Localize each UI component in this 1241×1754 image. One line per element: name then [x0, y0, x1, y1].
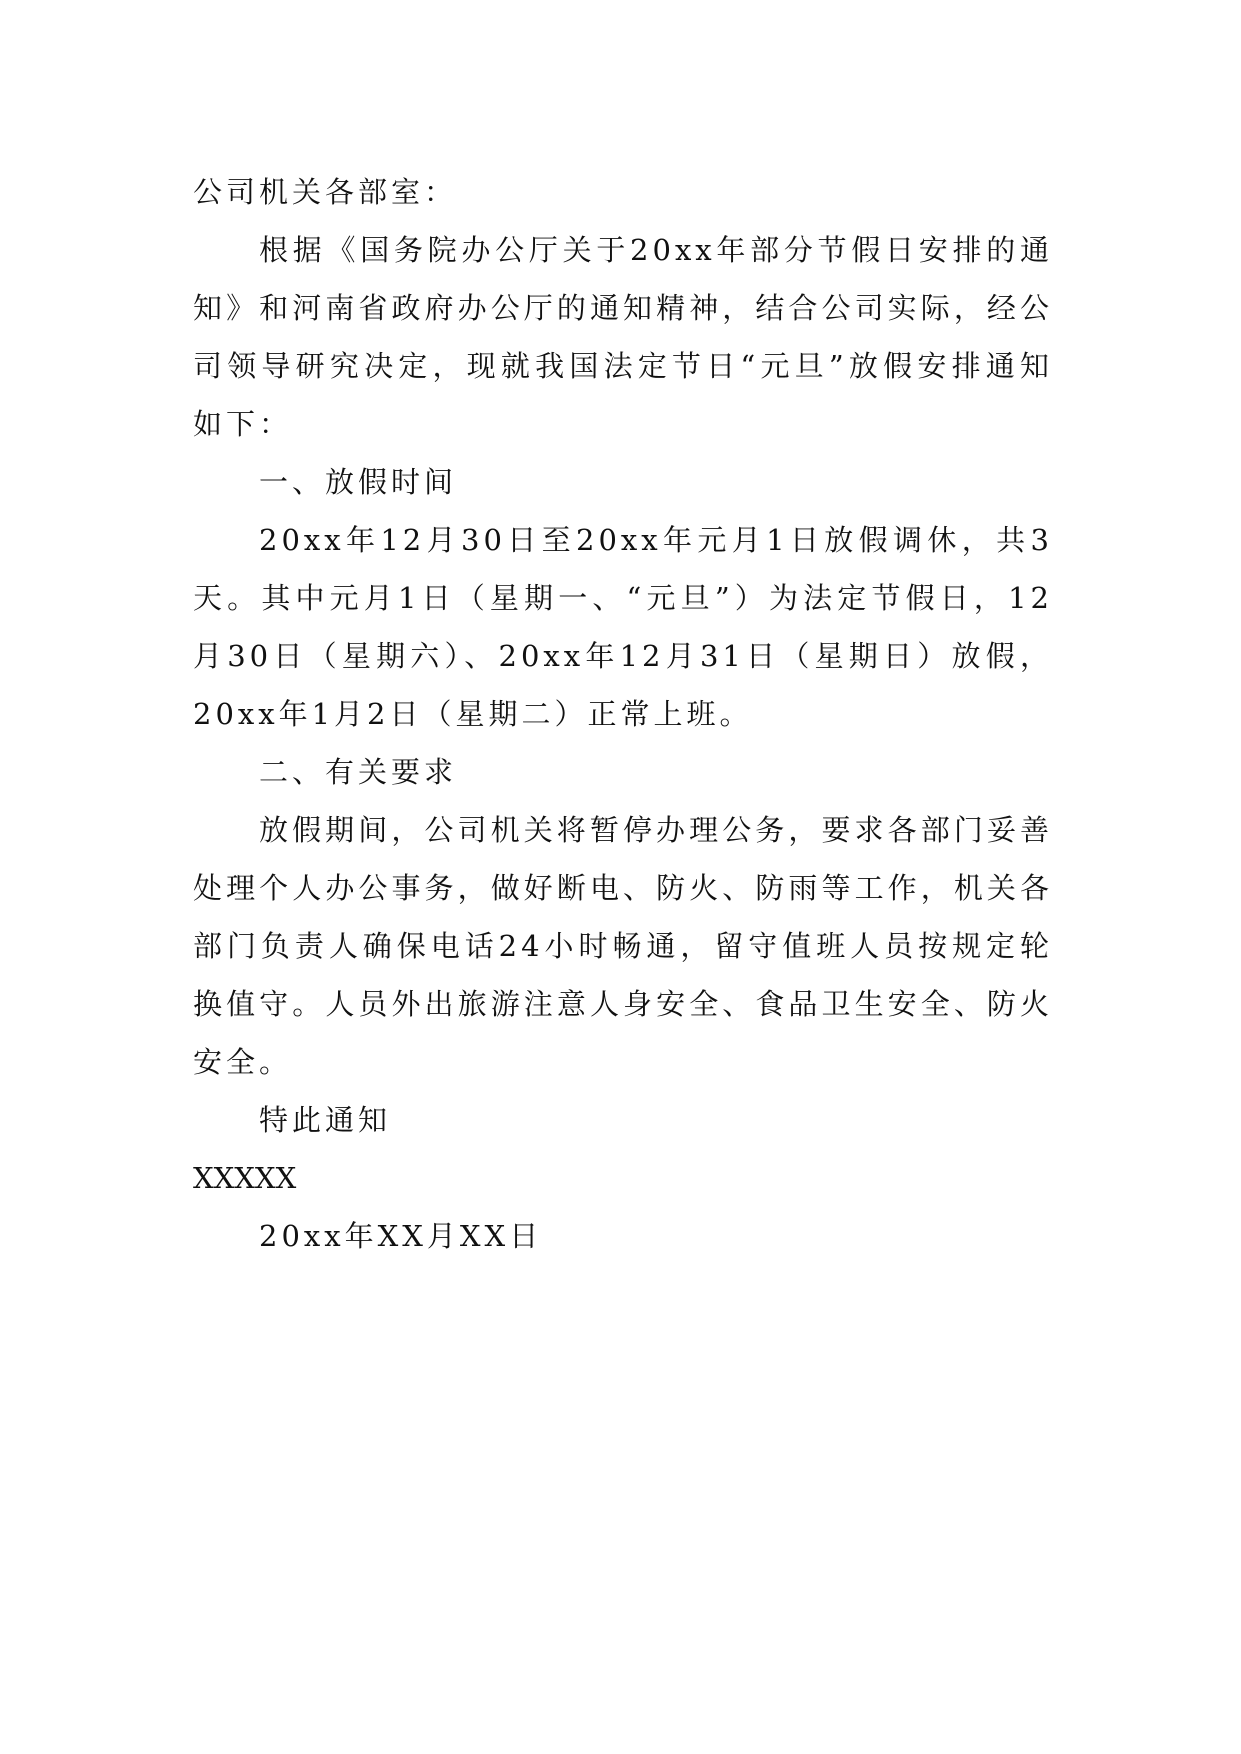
- signature: XXXXX: [193, 1161, 297, 1195]
- section1-heading: 一、放假时间: [259, 465, 458, 499]
- section2-paragraph: 放假期间，公司机关将暂停办理公务，要求各部门妥善处理个人办公事务，做好断电、防火、防雨等工作，机关各部门负责人确保电话24小时畅通，留守值班人员按规定轮换值守。人员外出旅游注意人身安全、食品卫生安全、防火安全。: [193, 813, 1053, 1079]
- salutation: 公司机关各部室：: [193, 175, 458, 209]
- section2-heading: 二、有关要求: [259, 755, 458, 789]
- section1-paragraph: 20xx年12月30日至20xx年元月1日放假调休，共3天。其中元月1日（星期一、“元旦”）为法定节假日，12月30日（星期六）、20xx年12月31日（星期日）放假，20xx年1月2日（星期二）正常上班。: [193, 523, 1053, 731]
- document-body: [193, 163, 1053, 1265]
- document-date: 20xx年XX月XX日: [259, 1219, 543, 1253]
- closing-line: 特此通知: [259, 1103, 392, 1137]
- intro-paragraph: 根据《国务院办公厅关于20xx年部分节假日安排的通知》和河南省政府办公厅的通知精神，结合公司实际，经公司领导研究决定，现就我国法定节日“元旦”放假安排通知如下：: [193, 233, 1053, 441]
